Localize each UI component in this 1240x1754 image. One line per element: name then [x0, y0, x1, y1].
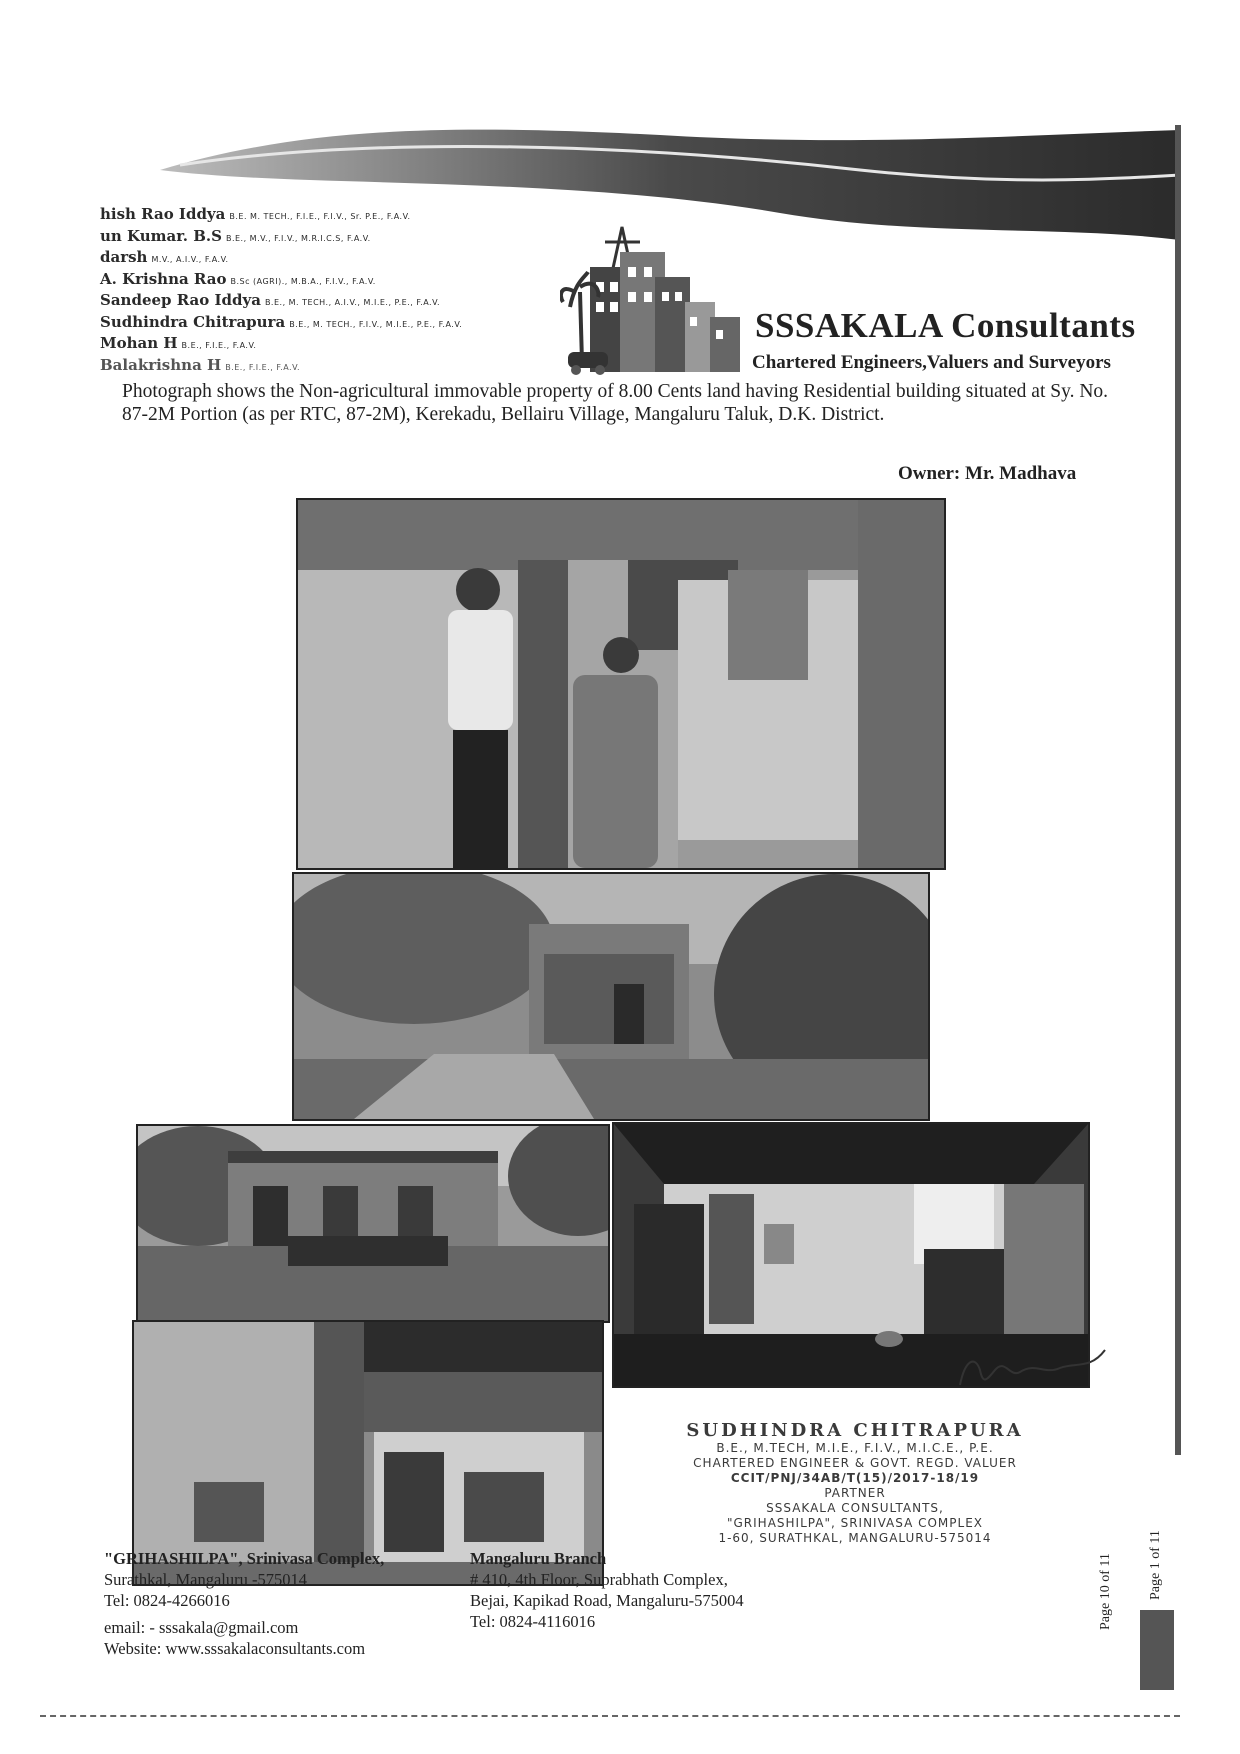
stamp-line: 1-60, SURATHKAL, MANGALURU-575014	[718, 1531, 992, 1545]
signature	[955, 1340, 1115, 1400]
stamp-line: PARTNER	[824, 1486, 886, 1500]
photo-house-exterior-overgrown	[292, 872, 930, 1121]
footer-line: # 410, 4th Floor, Suprabhath Complex,	[470, 1570, 728, 1589]
stamp-line: CHARTERED ENGINEER & GOVT. REGD. VALUER	[693, 1456, 1017, 1470]
footer-line: "GRIHASHILPA", Srinivasa Complex,	[104, 1549, 385, 1568]
owner-label: Owner: Mr. Madhava	[898, 463, 1077, 484]
footer-email: email: - sssakala@gmail.com	[104, 1618, 299, 1637]
page-number-inner: Page 10 of 11	[1098, 1553, 1113, 1630]
partner-line: Balakrishna H B.E., F.I.E., F.A.V.	[100, 355, 301, 374]
footer-line: Tel: 0824-4116016	[470, 1612, 596, 1631]
partner-line: A. Krishna Rao B.Sc (AGRI)., M.B.A., F.I.V., F.A.V.	[100, 269, 376, 288]
firm-name: SSSAKALA Consultants	[755, 306, 1136, 345]
footer-line: Surathkal, Mangaluru -575014	[104, 1570, 308, 1589]
stamp-line: "GRIHASHILPA", SRINIVASA COMPLEX	[726, 1516, 984, 1530]
photo-people-inside-house	[296, 498, 946, 870]
stamp-line: CCIT/PNJ/34AB/T(15)/2017-18/19	[730, 1471, 980, 1485]
footer-bottom-bar	[1140, 1610, 1174, 1690]
firm-tagline: Chartered Engineers,Valuers and Surveyors	[752, 352, 1111, 373]
city-buildings-logo	[560, 222, 745, 377]
footer-branch-office	[470, 1548, 744, 1632]
header-right-edge	[1175, 125, 1181, 1455]
partner-line: un Kumar. B.S B.E., M.V., F.I.V., M.R.I.C.S, F.A.V.	[100, 226, 371, 245]
stamp-name: SUDHINDRA CHITRAPURA	[686, 1420, 1024, 1441]
partners-list	[100, 205, 462, 377]
photo-interior-roof	[132, 1320, 604, 1586]
bottom-divider	[40, 1715, 1180, 1717]
engineer-stamp	[680, 1420, 1030, 1546]
footer-line: Mangaluru Branch	[470, 1549, 607, 1568]
page-number-outer: Page 1 of 11	[1148, 1530, 1163, 1600]
partner-line: hish Rao Iddya B.E. M. TECH., F.I.E., F.I.V., Sr. P.E., F.A.V.	[100, 205, 411, 223]
partner-line: Sudhindra Chitrapura B.E., M. TECH., F.I.V., M.I.E., P.E., F.A.V.	[100, 312, 463, 331]
partner-line: Mohan H B.E., F.I.E., F.A.V.	[100, 334, 257, 352]
footer-line: Bejai, Kapikad Road, Mangaluru-575004	[470, 1591, 744, 1610]
footer-website: Website: www.sssakalaconsultants.com	[104, 1639, 366, 1658]
footer-line: Tel: 0824-4266016	[104, 1591, 230, 1610]
photo-caption: Photograph shows the Non-agricultural immovable property of 8.00 Cents land having Residential building situated at Sy. No. 87-2M Portion (as per RTC, 87-2M), Kerekadu, Bellairu Village, Mangaluru Taluk, D.K. District.	[122, 381, 1109, 425]
partner-line: Sandeep Rao Iddya B.E., M. TECH., A.I.V., M.I.E., P.E., F.A.V.	[100, 291, 441, 309]
stamp-line: SSSAKALA CONSULTANTS,	[766, 1501, 944, 1515]
footer-head-office	[104, 1548, 384, 1659]
stamp-line: B.E., M.TECH, M.I.E., F.I.V., M.I.C.E., P.E.	[716, 1441, 994, 1455]
partner-line: darsh M.V., A.I.V., F.A.V.	[100, 248, 229, 266]
photo-house-front-view	[136, 1124, 610, 1323]
